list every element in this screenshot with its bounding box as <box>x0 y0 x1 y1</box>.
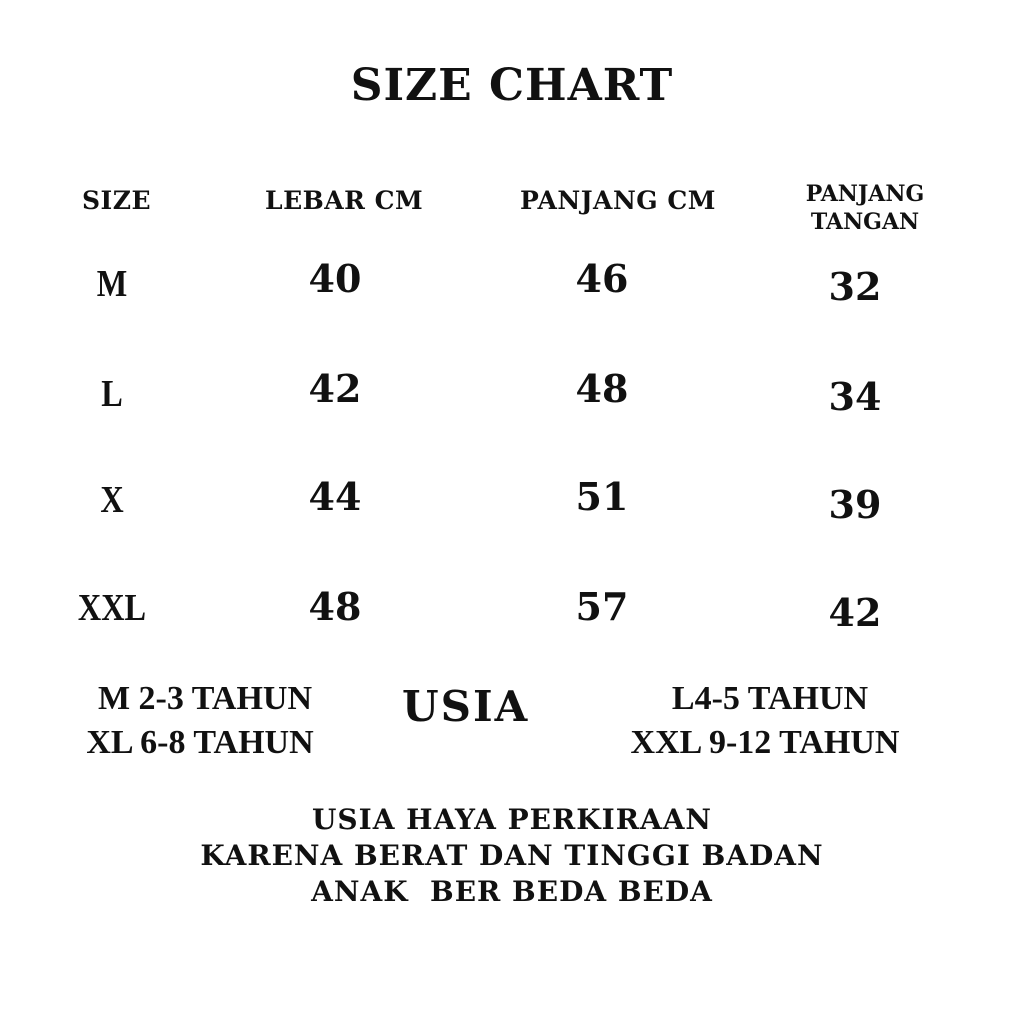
table-row-size: X <box>100 479 124 521</box>
age-m: M 2-3 TAHUN <box>97 680 313 717</box>
header-panjang-tangan-line1: PANJANG <box>805 181 925 207</box>
header-panjang-tangan-line2: TANGAN <box>810 209 920 235</box>
age-xxl: XXL 9-12 TAHUN <box>630 724 900 761</box>
header-panjang-tangan <box>785 180 945 236</box>
table-row-panjang: 57 <box>575 584 629 629</box>
table-row-lebar: 44 <box>308 474 362 519</box>
age-xl: XL 6-8 TAHUN <box>86 724 314 761</box>
table-row-tangan: 32 <box>828 264 882 309</box>
header-lebar: LEBAR CM <box>265 186 424 215</box>
note-line-1: USIA HAYA PERKIRAAN <box>311 803 713 836</box>
note-line-3: ANAK BER BEDA BEDA <box>311 875 713 908</box>
note-line-2: KARENA BERAT DAN TINGGI BADAN <box>200 839 824 872</box>
table-row-panjang: 51 <box>575 474 629 519</box>
table-row-lebar: 42 <box>308 366 362 411</box>
table-row-size: M <box>96 263 128 305</box>
header-panjang: PANJANG CM <box>520 186 716 215</box>
age-l: L4-5 TAHUN <box>671 680 869 717</box>
table-row-size: XXL <box>77 587 147 629</box>
age-label: USIA <box>402 682 530 731</box>
table-row-tangan: 39 <box>828 482 882 527</box>
table-row-panjang: 46 <box>575 256 629 301</box>
table-row-tangan: 42 <box>828 590 882 635</box>
page-title: SIZE CHART <box>350 60 674 111</box>
table-row-panjang: 48 <box>575 366 629 411</box>
table-row-size: L <box>101 373 123 415</box>
table-row-lebar: 48 <box>308 584 362 629</box>
table-row-tangan: 34 <box>828 374 882 419</box>
header-size: SIZE <box>82 186 152 215</box>
table-row-lebar: 40 <box>308 256 362 301</box>
